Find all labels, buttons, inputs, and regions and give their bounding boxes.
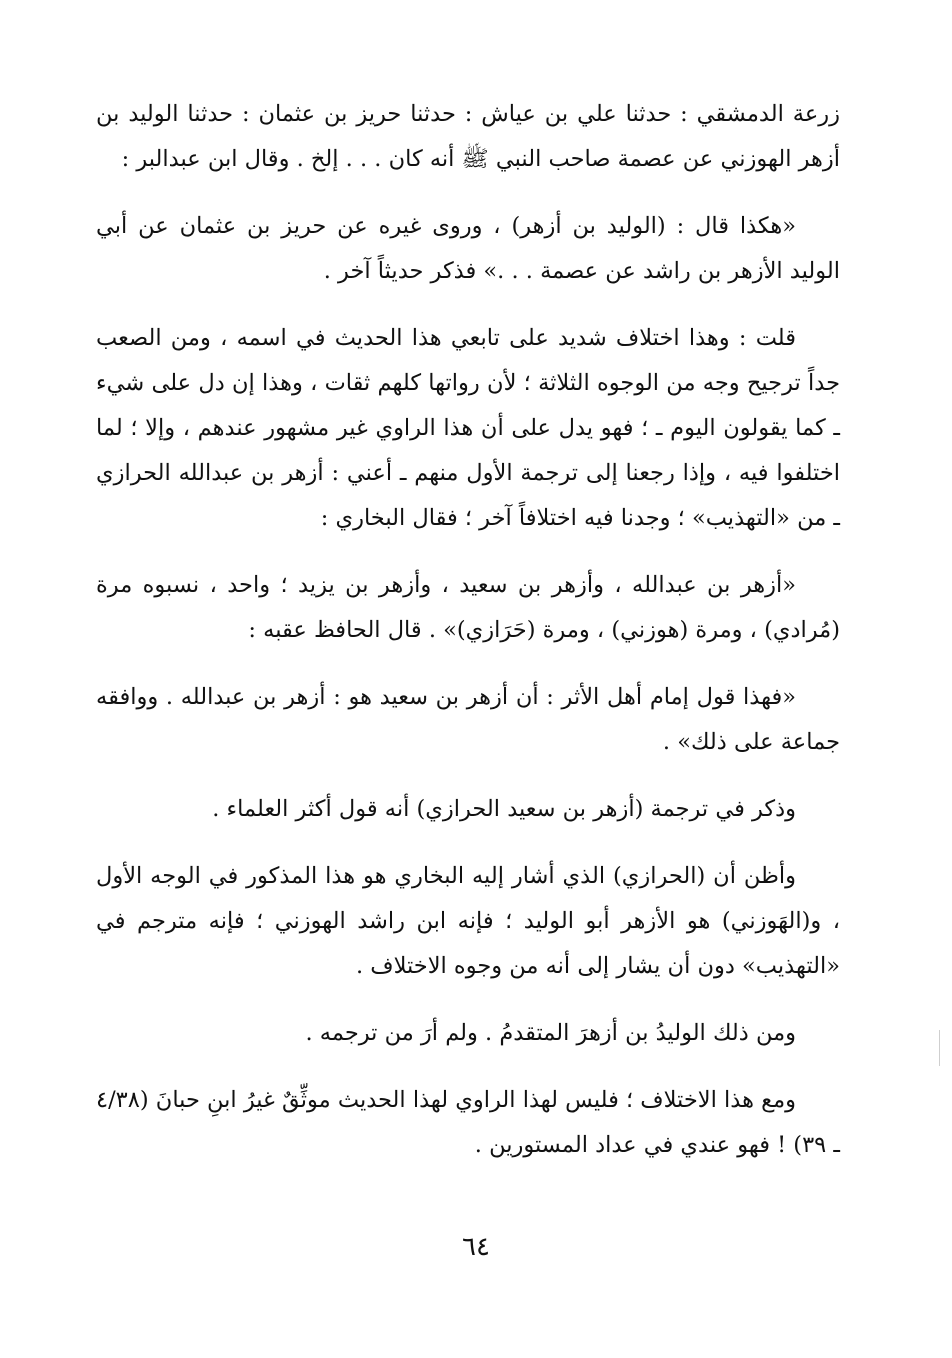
paragraph-quote-hafiz: «فهذا قول إمام أهل الأثر : أن أزهر بن سعيد هو : أزهر بن عبدالله . ووافقه جماعة على ذلك» . [96, 684, 840, 755]
paragraph-tarjama-note: وذكر في ترجمة (أزهر بن سعيد الحرازي) أنه قول أكثر العلماء . [212, 796, 796, 822]
page-number: ٦٤ [462, 1232, 490, 1262]
page-body [96, 92, 840, 1190]
paragraph-analysis: قلت : وهذا اختلاف شديد على تابعي هذا الحديث في اسمه ، ومن الصعب جداً ترجيح وجه من الوجوه الثلاثة ؛ لأن رواتها كلهم ثقات ، وهذا إن دل على شيء ـ كما يقولون اليوم ـ ؛ فهو يدل على أن هذا الراوي غير مشهور عندهم ، وإلا ؛ لما اختلفوا فيه ، وإذا رجعنا إلى ترجمة الأول منهم ـ أعني : أزهر بن عبدالله الحرازي ـ من «التهذيب» ؛ وجدنا فيه اختلافاً آخر ؛ فقال البخاري : [96, 325, 840, 531]
paragraph-conclusion: ومع هذا الاختلاف ؛ فليس لهذا الراوي لهذا الحديث موثِّقٌ غيرُ ابنِ حبانَ (٤/٣٨ ـ ٣٩) ! فهو عندي في عداد المستورين . [96, 1087, 840, 1158]
paragraph-quote-bukhari: «أزهر بن عبدالله ، وأزهر بن سعيد ، وأزهر بن يزيد ؛ واحد ، نسبوه مرة (مُرادي) ، ومرة (هوزني) ، ومرة (حَرَازي)» . قال الحافظ عقبه : [96, 572, 840, 643]
scan-edge-mark [939, 1030, 952, 1066]
paragraph-continuation: زرعة الدمشقي : حدثنا علي بن عياش : حدثنا حريز بن عثمان : حدثنا الوليد بن أزهر الهوزني عن عصمة صاحب النبي ﷺ أنه كان . . . إلخ . وقال ابن عبدالبر : [96, 101, 840, 172]
paragraph-walid: ومن ذلك الوليدُ بن أزهرَ المتقدمُ . ولم أرَ من ترجمه . [305, 1020, 796, 1046]
paragraph-opinion: وأظن أن (الحرازي) الذي أشار إليه البخاري هو هذا المذكور في الوجه الأول ، و(الهَوزني) هو الأزهر أبو الوليد ؛ فإنه ابن راشد الهوزني ؛ فإنه مترجم في «التهذيب» دون أن يشار إلى أنه من وجوه الاختلاف . [96, 863, 840, 979]
paragraph-quote-ibn-abdulbarr: «هكذا قال : (الوليد بن أزهر) ، وروى غيره عن حريز بن عثمان عن أبي الوليد الأزهر بن راشد عن عصمة . . .» فذكر حديثاً آخر . [96, 213, 840, 284]
